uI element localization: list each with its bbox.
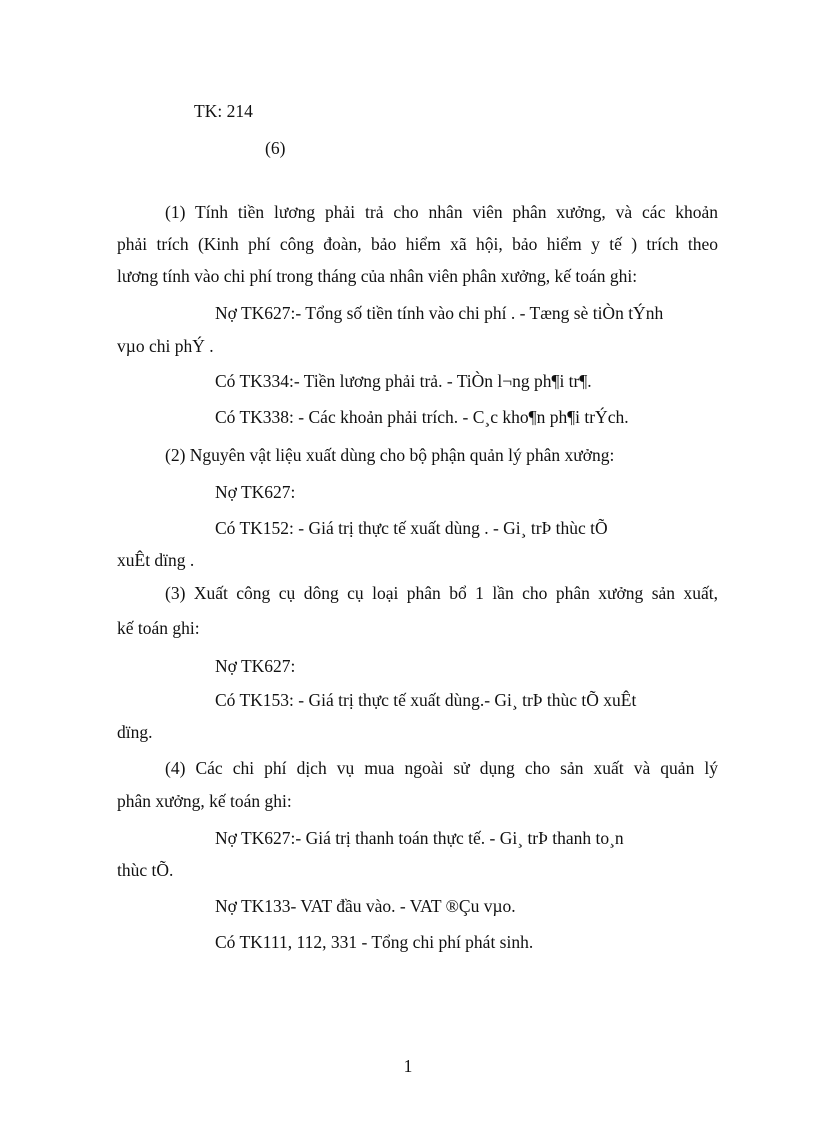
page-number: 1 xyxy=(403,1056,413,1076)
item-4-vat-entry: Nợ TK133- VAT đầu vào. - VAT ®Çu vµo. xyxy=(215,896,516,916)
item-2-credit-tk152: Có TK152: - Giá trị thực tế xuất dùng . - Gi¸ trÞ thùc tÕ xyxy=(215,518,608,538)
item-2-debit-entry: Nợ TK627: xyxy=(215,482,296,502)
item-3-line-1: (3) Xuất công cụ dông cụ loại phân bổ 1 lần cho phân xưởng sản xuất, xyxy=(165,583,718,603)
item-4-line-1: (4) Các chi phí dịch vụ mua ngoài sử dụng cho sản xuất và quản lý xyxy=(165,758,718,778)
item-4-debit-entry: Nợ TK627:- Giá trị thanh toán thực tế. - Gi¸ trÞ thanh to¸n xyxy=(215,828,624,848)
item-2-line-1: (2) Nguyên vật liệu xuất dùng cho bộ phận quản lý phân xưởng: xyxy=(165,445,615,465)
item-2-credit-continuation: xuÊt dïng . xyxy=(117,550,195,570)
account-heading: TK: 214 xyxy=(194,101,253,121)
item-1-debit-entry: Nợ TK627:- Tổng số tiền tính vào chi phí . - Tæng sè tiÒn tÝnh xyxy=(215,303,664,323)
item-1-line-1: (1) Tính tiền lương phải trả cho nhân viên phân xưởng, và các khoản xyxy=(165,202,718,222)
item-3-credit-continuation: dïng. xyxy=(117,722,153,742)
item-1-debit-continuation: vµo chi phÝ . xyxy=(117,336,214,356)
item-3-line-2: kế toán ghi: xyxy=(117,618,200,638)
item-1-credit-tk338: Có TK338: - Các khoản phải trích. - C¸c kho¶n ph¶i trÝch. xyxy=(215,407,629,427)
item-1-line-2: phải trích (Kinh phí công đoàn, bảo hiểm xã hội, bảo hiểm y tế ) trích theo xyxy=(117,234,718,254)
item-4-debit-continuation: thùc tÕ. xyxy=(117,860,174,880)
item-3-credit-tk153: Có TK153: - Giá trị thực tế xuất dùng.- Gi¸ trÞ thùc tÕ xuÊt xyxy=(215,690,637,710)
item-1-credit-tk334: Có TK334:- Tiền lương phải trả. - TiÒn l¬ng ph¶i tr¶. xyxy=(215,371,592,391)
item-4-line-2: phân xưởng, kế toán ghi: xyxy=(117,791,292,811)
item-1-line-3: lương tính vào chi phí trong tháng của nhân viên phân xưởng, kế toán ghi: xyxy=(117,266,638,286)
item-3-debit-entry: Nợ TK627: xyxy=(215,656,296,676)
entry-reference: (6) xyxy=(265,138,286,158)
item-4-credit-entry: Có TK111, 112, 331 - Tổng chi phí phát sinh. xyxy=(215,932,534,952)
